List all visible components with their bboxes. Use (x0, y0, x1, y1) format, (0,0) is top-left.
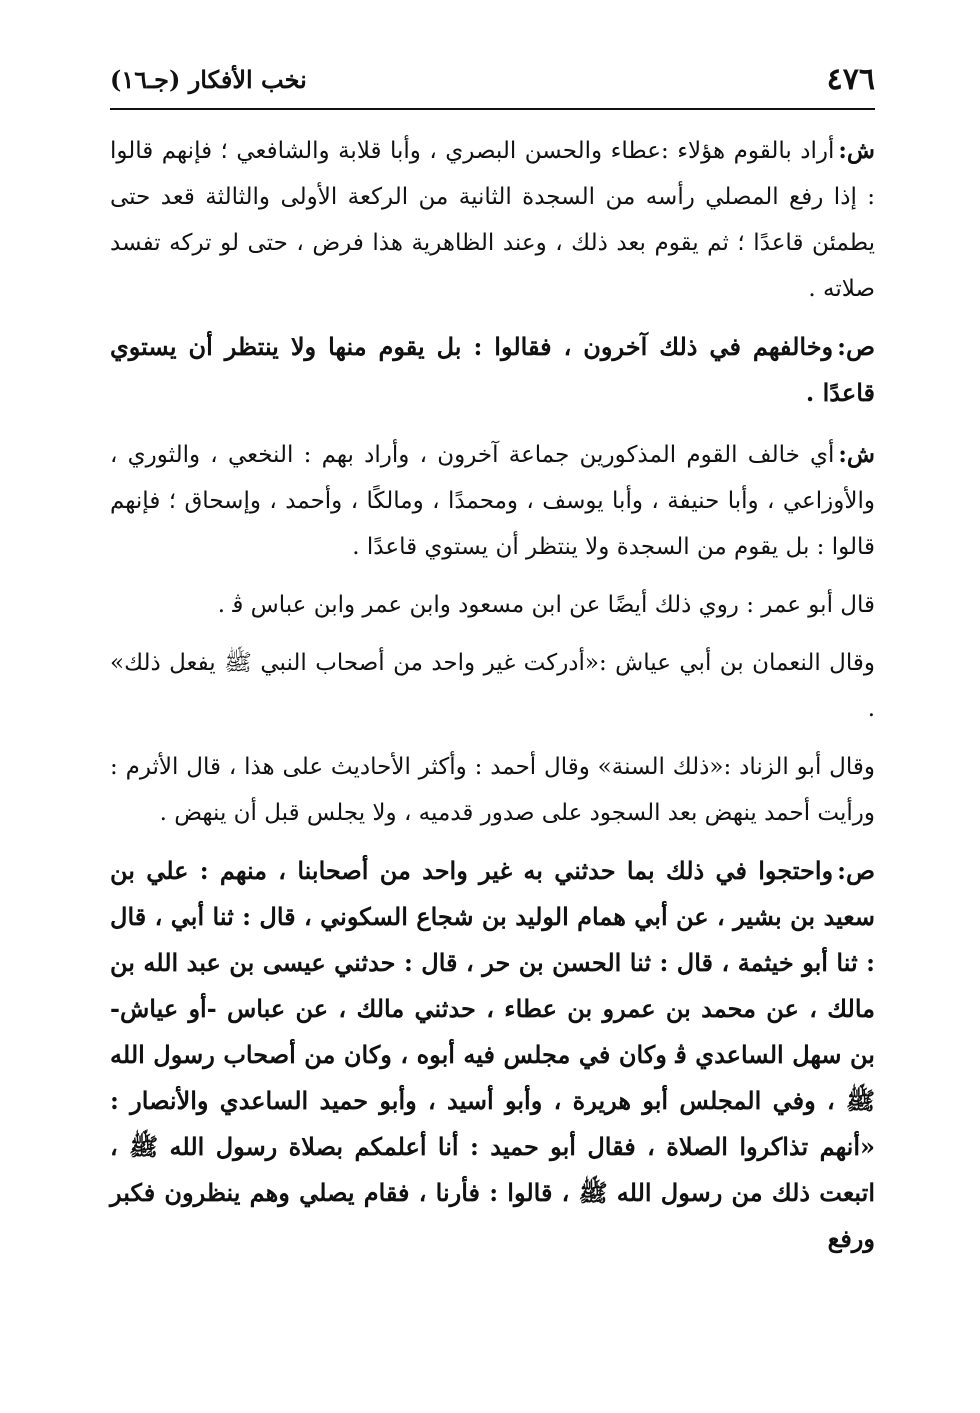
main-text-marker: ص: (837, 856, 875, 885)
paragraph-main-text-2 (110, 848, 875, 1262)
paragraph-commentary-2 (110, 432, 875, 570)
paragraph-text: وخالفهم في ذلك آخرون ، فقالوا : بل يقوم منها ولا ينتظر أن يستوي قاعدًا . (110, 332, 875, 407)
header-rule (110, 108, 875, 110)
book-page (110, 58, 875, 1278)
paragraph-text: أي خالف القوم المذكورين جماعة آخرون ، وأراد بهم : النخعي ، والثوري ، والأوزاعي ، وأبا حنيفة ، وأبا يوسف ، ومحمدًا ، ومالكًا ، وأحمد ، وإسحاق ؛ فإنهم قالوا : بل يقوم من السجدة ولا ينتظر أن يستوي قاعدًا . (110, 442, 875, 560)
running-title: نخب الأفكار (جـ١٦) (110, 65, 307, 94)
main-text-marker: ص: (837, 332, 875, 361)
paragraph-text: قال أبو عمر : روي ذلك أيضًا عن ابن مسعود وابن عمر وابن عباس ﭬ . (217, 592, 875, 618)
paragraph-text: وقال النعمان بن أبي عياش :«أدركت غير واحد من أصحاب النبي ﷺ يفعل ذلك» . (110, 650, 875, 722)
paragraph-text: وقال أبو الزناد :«ذلك السنة» وقال أحمد : وأكثر الأحاديث على هذا ، قال الأثرم : ورأيت أحمد ينهض بعد السجود على صدور قدميه ، ولا يجلس قبل أن ينهض . (110, 754, 875, 826)
commentary-marker: ش: (838, 137, 875, 164)
paragraph-quote-numan (110, 640, 875, 732)
paragraph-quote-abu-umar (110, 582, 875, 628)
paragraph-commentary-1 (110, 128, 875, 312)
page-content (110, 110, 875, 1262)
paragraph-quote-abu-zinad (110, 744, 875, 836)
paragraph-text: أراد بالقوم هؤلاء :عطاء والحسن البصري ، وأبا قلابة والشافعي ؛ فإنهم قالوا : إذا رفع المصلي رأسه من السجدة الثانية من الركعة الأولى والثالثة قعد حتى يطمئن قاعدًا ؛ ثم يقوم بعد ذلك ، وعند الظاهرية هذا فرض ، حتى لو تركه تفسد صلاته . (110, 138, 875, 302)
commentary-marker: ش: (838, 441, 875, 468)
page-number: ٤٧٦ (826, 62, 875, 97)
page-header (110, 58, 875, 110)
paragraph-main-text-1 (110, 324, 875, 416)
paragraph-text: واحتجوا في ذلك بما حدثني به غير واحد من أصحابنا ، منهم : علي بن سعيد بن بشير ، عن أبي همام الوليد بن شجاع السكوني ، قال : ثنا أبي ، قال : ثنا أبو خيثمة ، قال : ثنا الحسن بن حر ، قال : حدثني عيسى بن عبد الله بن مالك ، عن محمد بن عمرو بن عطاء ، حدثني مالك ، عن عباس -أو عياش- بن سهل الساعدي ﭬ وكان في مجلس فيه أبوه ، وكان من أصحاب رسول الله ﷺ ، وفي المجلس أبو هريرة ، وأبو أسيد ، وأبو حميد الساعدي والأنصار : «أنهم تذاكروا الصلاة ، فقال أبو حميد : أنا أعلمكم بصلاة رسول الله ﷺ ، اتبعت ذلك من رسول الله ﷺ ، قالوا : فأرنا ، فقام يصلي وهم ينظرون فكبر ورفع (110, 856, 875, 1253)
